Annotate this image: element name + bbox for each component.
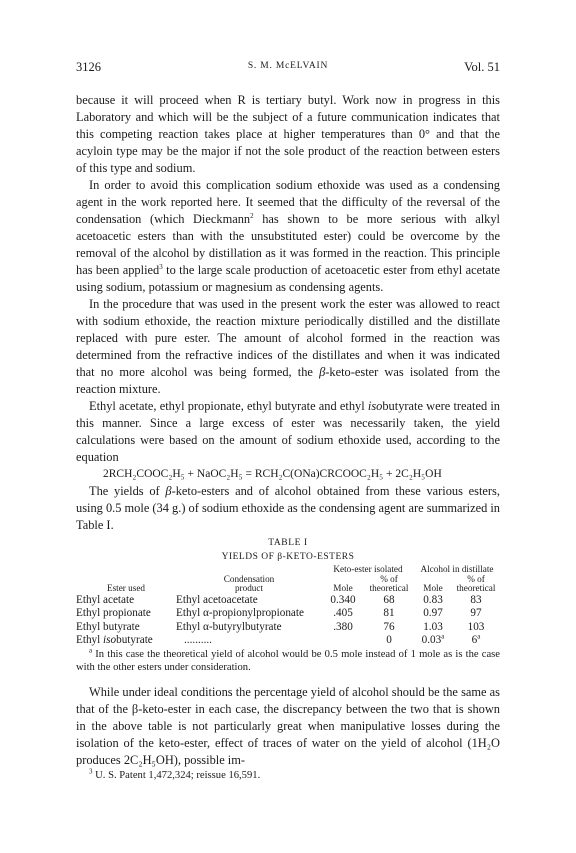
article-body xyxy=(76,92,500,782)
paragraph-4: Ethyl acetate, ethyl propionate, ethyl butyrate and ethyl isobutyrate were treated in this manner. Since a large excess of ester was necessarily taken, the yield calculations were based on the amount of sodium ethoxide used, according to the equation xyxy=(76,399,500,464)
keto-pct-header-line1: % of xyxy=(380,573,398,584)
keto-mole-header: Mole xyxy=(333,583,353,593)
table-row: Ethyl isobutyrate .......... 0 0.03$^a$ 6$^a$ xyxy=(76,632,481,646)
ester-header: Ester used xyxy=(106,583,145,593)
paragraph-1: because it will proceed when R is tertiary butyl. Work now in progress in this Laboratory and which will be the subject of a future communication indicates that this competing reaction takes place at higher temperatures than 0° and that the acyloin type may be the major if not the sole product of the reaction between esters of this type and sodium. xyxy=(76,93,500,175)
product-header-line1: Condensation xyxy=(223,573,275,584)
paragraph-3: In the procedure that was used in the present work the ester was allowed to react with sodium ethoxide, the reaction mixture periodically distilled and the distillate replaced with pure ester. The amount of alcohol formed in the reaction was determined from the refractive indices of the distillates and when it was indicated that no more alcohol was being formed, the β-keto-ester was isolated from the reaction mixture. xyxy=(76,297,500,396)
alcohol-group-header: Alcohol in distillate xyxy=(420,564,494,574)
paragraph-5: The yields of β-keto-esters and of alcohol obtained from these various esters, using 0.5 mole (34 g.) of sodium ethoxide as the condensing agent are summarized in Table I. xyxy=(76,484,500,532)
page-footnote: $^3$ U. S. Patent 1,472,324; reissue 16,591. xyxy=(89,766,261,781)
table-row: Ethyl acetate Ethyl acetoacetate 0.340 68 0.83 83 xyxy=(76,593,482,606)
page-number: 3126 xyxy=(76,60,101,74)
reaction-equation: 2RCH₂COOC₂H₅ + NaOC₂H₅ = RCH₂C(ONa)CRCOOC₂H₅ + 2C₂H₅OH xyxy=(103,468,442,480)
volume-label: Vol. 51 xyxy=(464,60,500,74)
table-footnote: $^a$ In this case the theoretical yield of alcohol would be 0.5 mole instead of 1 mole as is the case with the other esters under consideration. xyxy=(76,645,500,673)
running-author: S. M. McELVAIN xyxy=(247,61,329,71)
footnote-ref-3: 3 xyxy=(159,262,163,271)
paragraph-6: While under ideal conditions the percentage yield of alcohol should be the same as that of the β-keto-ester in each case, the discrepancy between the two that is shown in the above table is not particularly great when manipulative losses during the isolation of the keto-ester, effect of traces of water on the yield of alcohol (1H₂O produces 2C₂H₅OH), possible im- xyxy=(76,684,500,767)
yields-table xyxy=(76,565,500,648)
table-label: TABLE I xyxy=(268,538,308,548)
running-header xyxy=(76,60,500,76)
alcohol-pct-header-line2: theoretical xyxy=(456,583,496,593)
alcohol-pct-header-line1: % of xyxy=(467,573,485,584)
footnote-ref-2: 2 xyxy=(250,211,254,220)
table-row: Ethyl propionate Ethyl α-propionylpropionate .405 81 0.97 97 xyxy=(76,607,482,619)
table-title: YIELDS OF β-KETO-ESTERS xyxy=(221,552,355,562)
keto-pct-header-line2: theoretical xyxy=(369,583,409,593)
alcohol-mole-header: Mole xyxy=(423,583,443,593)
keto-group-header: Keto-ester isolated xyxy=(333,564,403,574)
table-row: Ethyl butyrate Ethyl α-butyrylbutyrate .380 76 1.03 103 xyxy=(76,620,485,633)
product-header-line2: product xyxy=(234,583,264,593)
paragraph-2: In order to avoid this complication sodium ethoxide was used as a condensing agent in the work reported here. It seemed that the difficulty of the reversal of the condensation (which Dieckmann$^2$ has shown to be more serious with alkyl acetoacetic esters than with the unsubstituted ester) could be overcome by the removal of the alcohol by distillation as it was formed in the reaction. This principle has been applied$^3$ to the large scale production of acetoacetic ester from ethyl acetate using sodium, potassium or magnesium as condensing agents. xyxy=(76,178,501,294)
